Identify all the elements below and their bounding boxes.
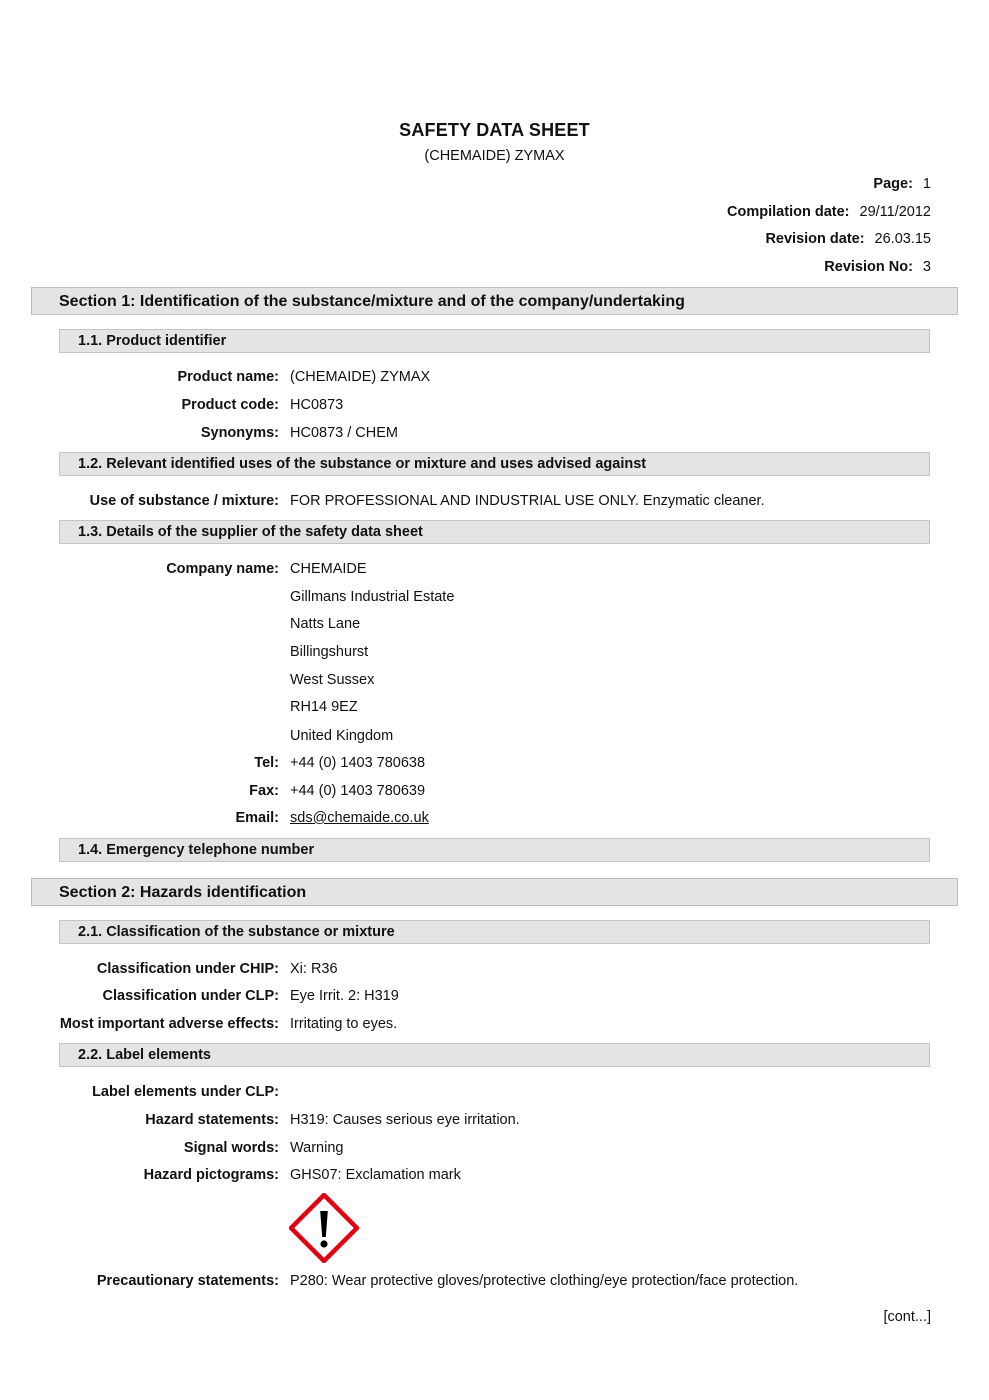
precautionary-statements-row bbox=[0, 1273, 989, 1293]
address-line-6: United Kingdom bbox=[290, 728, 394, 744]
address-line bbox=[0, 644, 989, 664]
product-name-row bbox=[0, 369, 989, 389]
product-code-row bbox=[0, 397, 989, 417]
signal-words-label: Signal words: bbox=[183, 1140, 279, 1156]
address-line-2: Natts Lane bbox=[290, 616, 361, 632]
use-of-substance-label: Use of substance / mixture: bbox=[89, 493, 279, 509]
classification-clp-row bbox=[0, 988, 989, 1008]
adverse-effects-value: Irritating to eyes. bbox=[290, 1016, 398, 1032]
fax-row bbox=[0, 783, 989, 803]
precautionary-statements-label: Precautionary statements: bbox=[96, 1273, 279, 1289]
classification-chip-value: Xi: R36 bbox=[290, 961, 338, 977]
document-title: SAFETY DATA SHEET bbox=[399, 120, 590, 140]
label-elements-clp-row bbox=[0, 1084, 989, 1104]
subsection-1-4-header: 1.4. Emergency telephone number bbox=[59, 838, 930, 862]
company-name-label: Company name: bbox=[166, 561, 279, 577]
address-line bbox=[0, 589, 989, 609]
address-line bbox=[0, 728, 989, 748]
hazard-statements-value: H319: Causes serious eye irritation. bbox=[290, 1112, 520, 1128]
address-line bbox=[0, 672, 989, 692]
label-elements-clp-label: Label elements under CLP: bbox=[92, 1084, 279, 1100]
meta-revision-no-label: Revision No: bbox=[824, 259, 913, 275]
email-label: Email: bbox=[235, 810, 279, 826]
product-code-value: HC0873 bbox=[290, 397, 344, 413]
classification-chip-row bbox=[0, 961, 989, 981]
fax-value: +44 (0) 1403 780639 bbox=[290, 783, 426, 799]
subsection-2-2-header: 2.2. Label elements bbox=[59, 1043, 930, 1067]
subsection-1-1-header: 1.1. Product identifier bbox=[59, 329, 930, 353]
company-name-value: CHEMAIDE bbox=[290, 561, 367, 577]
tel-value: +44 (0) 1403 780638 bbox=[290, 755, 426, 771]
tel-label: Tel: bbox=[254, 755, 279, 771]
synonyms-row bbox=[0, 425, 989, 445]
meta-revision-no bbox=[824, 259, 931, 275]
product-code-label: Product code: bbox=[181, 397, 279, 413]
subsection-1-2-header: 1.2. Relevant identified uses of the substance or mixture and uses advised against bbox=[59, 452, 930, 476]
meta-compilation-date bbox=[727, 204, 931, 220]
company-name-row bbox=[0, 561, 989, 581]
product-name-value: (CHEMAIDE) ZYMAX bbox=[290, 369, 431, 385]
hazard-statements-label: Hazard statements: bbox=[145, 1112, 279, 1128]
hazard-statements-row bbox=[0, 1112, 989, 1132]
precautionary-statements-value: P280: Wear protective gloves/protective clothing/eye protection/face protection. bbox=[290, 1273, 799, 1289]
document-subtitle: (CHEMAIDE) ZYMAX bbox=[424, 148, 565, 164]
hazard-pictograms-label: Hazard pictograms: bbox=[143, 1167, 279, 1183]
use-of-substance-value: FOR PROFESSIONAL AND INDUSTRIAL USE ONLY. Enzymatic cleaner. bbox=[290, 493, 765, 509]
classification-clp-value: Eye Irrit. 2: H319 bbox=[290, 988, 399, 1004]
meta-compilation-date-label: Compilation date: bbox=[727, 204, 850, 220]
meta-page bbox=[873, 176, 931, 192]
address-line bbox=[0, 699, 989, 719]
meta-revision-no-value: 3 bbox=[922, 259, 931, 275]
fax-label: Fax: bbox=[249, 783, 279, 799]
classification-clp-label: Classification under CLP: bbox=[102, 988, 279, 1004]
use-of-substance-row bbox=[0, 493, 989, 513]
meta-page-value: 1 bbox=[922, 176, 931, 192]
meta-compilation-date-value: 29/11/2012 bbox=[859, 204, 931, 220]
meta-revision-date-value: 26.03.15 bbox=[874, 231, 931, 247]
synonyms-value: HC0873 / CHEM bbox=[290, 425, 398, 441]
adverse-effects-row bbox=[0, 1016, 989, 1036]
adverse-effects-label: Most important adverse effects: bbox=[59, 1016, 279, 1032]
tel-row bbox=[0, 755, 989, 775]
hazard-pictograms-row bbox=[0, 1167, 989, 1187]
synonyms-label: Synonyms: bbox=[200, 425, 279, 441]
address-line bbox=[0, 616, 989, 636]
section-2-header: Section 2: Hazards identification bbox=[31, 878, 958, 906]
address-line-3: Billingshurst bbox=[290, 644, 369, 660]
meta-page-label: Page: bbox=[873, 176, 913, 192]
email-link[interactable]: sds@chemaide.co.uk bbox=[290, 810, 429, 826]
signal-words-value: Warning bbox=[290, 1140, 344, 1156]
address-line-1: Gillmans Industrial Estate bbox=[290, 589, 455, 605]
address-line-4: West Sussex bbox=[290, 672, 375, 688]
subsection-1-3-header: 1.3. Details of the supplier of the safety data sheet bbox=[59, 520, 930, 544]
address-line-5: RH14 9EZ bbox=[290, 699, 358, 715]
meta-revision-date bbox=[765, 231, 931, 247]
ghs07-exclamation-mark-icon bbox=[289, 1193, 359, 1263]
continued-marker: [cont...] bbox=[883, 1309, 931, 1325]
product-name-label: Product name: bbox=[177, 369, 279, 385]
email-row bbox=[0, 810, 989, 830]
section-1-header: Section 1: Identification of the substance/mixture and of the company/undertaking bbox=[31, 287, 958, 315]
hazard-pictograms-value: GHS07: Exclamation mark bbox=[290, 1167, 461, 1183]
meta-revision-date-label: Revision date: bbox=[765, 231, 865, 247]
classification-chip-label: Classification under CHIP: bbox=[96, 961, 279, 977]
subsection-2-1-header: 2.1. Classification of the substance or mixture bbox=[59, 920, 930, 944]
signal-words-row bbox=[0, 1140, 989, 1160]
